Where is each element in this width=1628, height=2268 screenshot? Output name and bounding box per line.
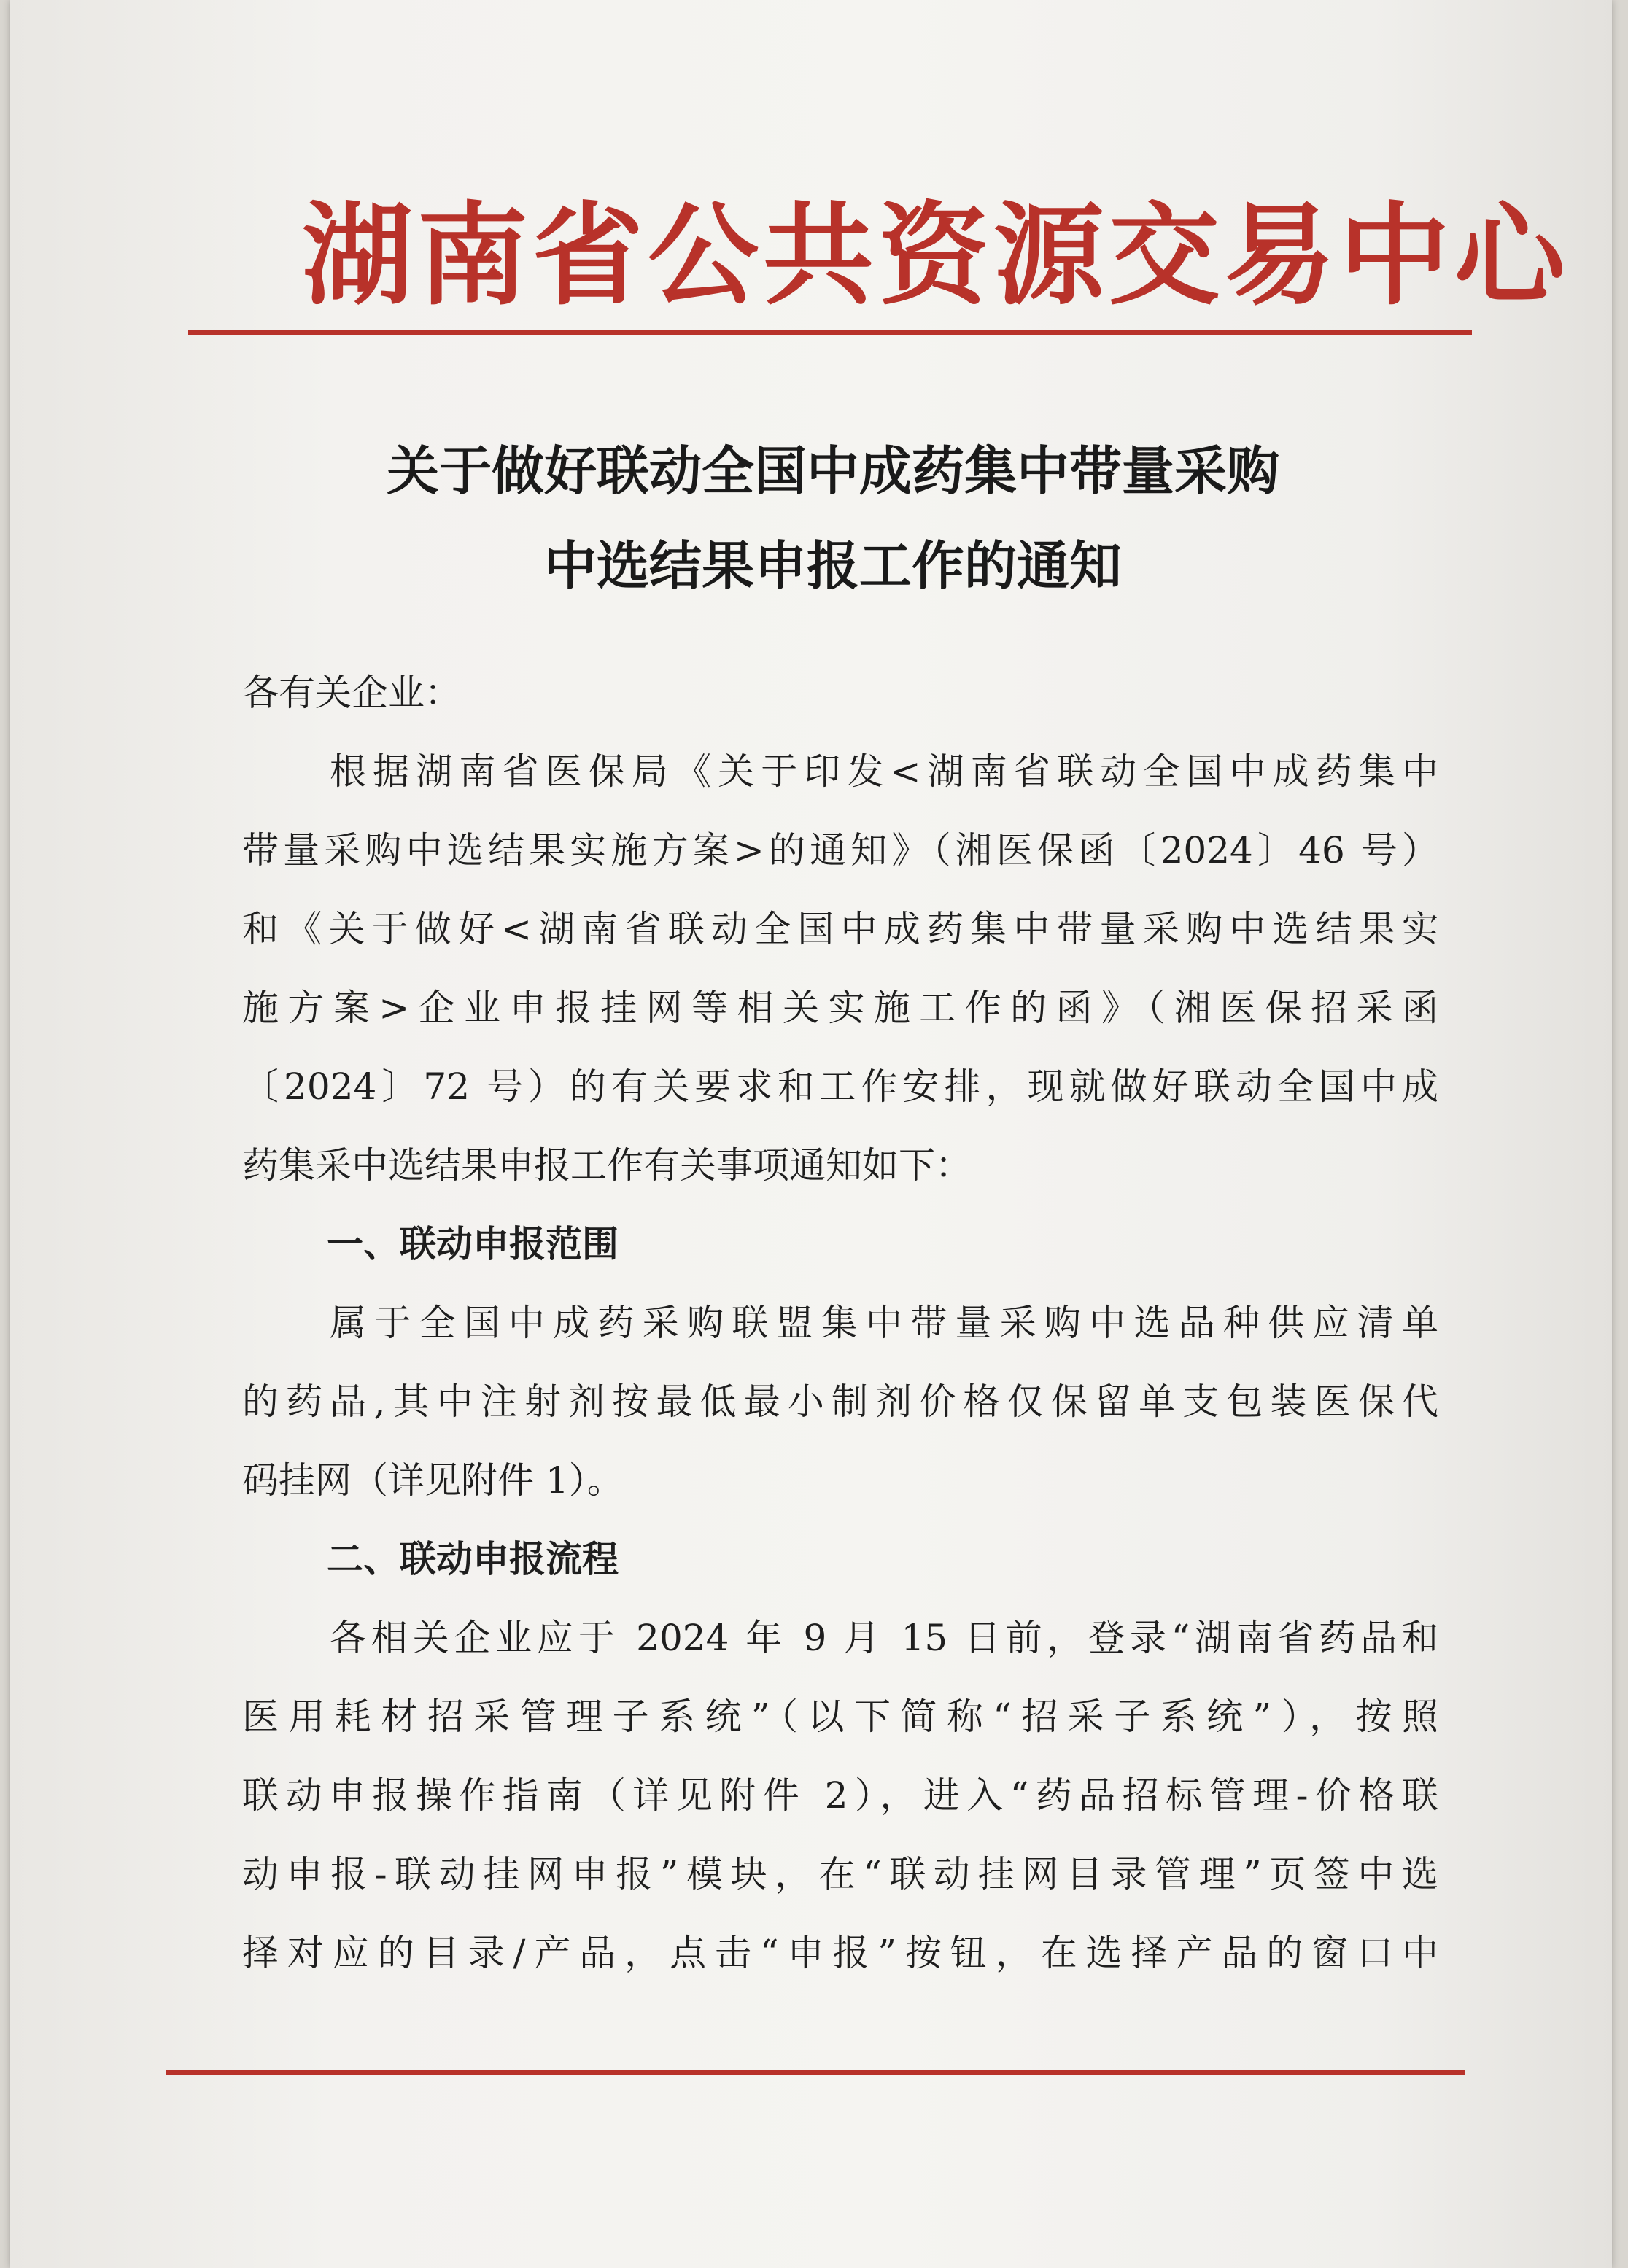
section-2-line: 各相关企业应于 2024 年 9 月 15 日前，登录“湖南省药品和 [330,1617,1438,1659]
document-page [10,0,1612,2268]
document-title-line-2: 中选结果申报工作的通知 [543,535,1122,597]
section-2-line: 动申报-联动挂网申报”模块，在“联动挂网目录管理”页签中选 [242,1853,1438,1895]
section-2-line: 联动申报操作指南（详见附件 2），进入“药品招标管理-价格联 [242,1774,1438,1817]
section-1-heading: 一、联动申报范围 [327,1223,619,1265]
section-1-line: 码挂网（详见附件 1）。 [242,1459,624,1502]
letterhead-org-name: 湖南省公共资源交易中心 [302,190,1570,320]
paragraph-line: 〔2024〕72 号）的有关要求和工作安排，现就做好联动全国中成 [242,1065,1438,1108]
section-1-line: 属于全国中成药采购联盟集中带量采购中选品种供应清单 [330,1302,1438,1344]
paragraph-line: 和《关于做好<湖南省联动全国中成药集中带量采购中选结果实 [242,908,1438,950]
paragraph-line: 根据湖南省医保局《关于印发<湖南省联动全国中成药集中 [330,750,1438,793]
section-2-line: 择对应的目录/产品，点击“申报”按钮，在选择产品的窗口中 [242,1932,1438,1974]
salutation: 各有关企业： [242,672,461,714]
letterhead-red-rule [188,330,1472,335]
footer-red-rule [166,2070,1465,2075]
section-2-heading: 二、联动申报流程 [327,1538,619,1580]
section-2-line: 医用耗材招采管理子系统”（以下简称“招采子系统”），按照 [242,1696,1438,1738]
paragraph-line: 施方案>企业申报挂网等相关实施工作的函》（湘医保招采函 [242,987,1438,1029]
section-1-line: 的药品,其中注射剂按最低最小制剂价格仅保留单支包装医保代 [242,1380,1438,1423]
paragraph-line: 药集采中选结果申报工作有关事项通知如下： [242,1144,972,1187]
document-title-line-1: 关于做好联动全国中成药集中带量采购 [386,440,1279,502]
paragraph-line: 带量采购中选结果实施方案>的通知》（湘医保函〔2024〕46 号） [242,829,1438,871]
